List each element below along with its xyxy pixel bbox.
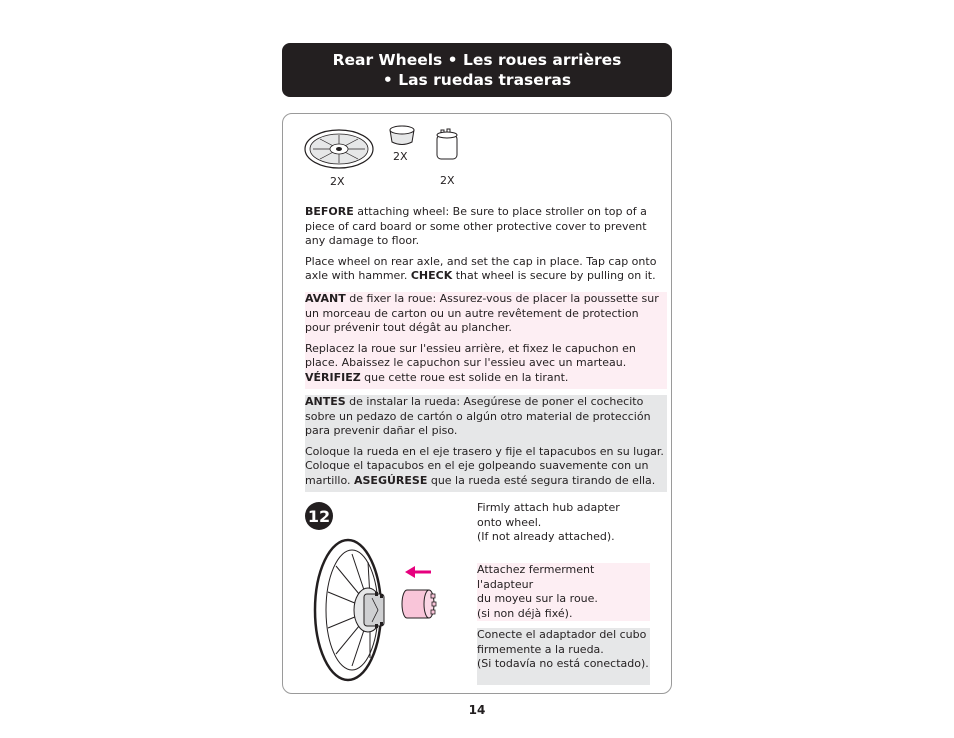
french-attach-text: Replacez la roue sur l'essieu arrière, et fixez le capuchon en place. Abaissez le capuchon sur l'essieu avec un marteau. [305,341,636,369]
french-check-text: que cette roue est solide en la tirant. [360,370,569,384]
french-attach-paragraph [305,342,667,386]
step-french-line: Attachez fermerment l'adapteur [477,563,595,591]
spanish-before-text: de instalar la rueda: Asegúrese de poner el cochecito sobre un pedazo de cartón o algún otro material de protección para prevenir dañar el piso. [305,395,651,437]
hub-cap-qty: 2X [393,150,408,163]
spanish-before-paragraph [305,395,667,439]
english-check-text: that wheel is secure by pulling on it. [452,269,656,282]
english-before-text: attaching wheel: Be sure to place stroller on top of a piece of card board or some other protective cover to prevent any damage to floor. [305,205,647,247]
step-french-text [477,563,650,621]
french-before-label: AVANT [305,292,346,305]
wheel-qty: 2X [330,175,345,188]
english-before-paragraph [305,205,667,249]
step-spanish-line: Conecte el adaptador del cubo [477,628,647,641]
step-number-badge: 12 [305,502,333,530]
french-instructions [305,292,667,389]
step-english-line: (If not already attached). [477,530,615,543]
spanish-attach-paragraph [305,445,667,489]
french-before-text: de fixer la roue: Assurez-vous de placer la poussette sur un morceau de carton ou un autre revêtement de protection pour prévenir tout dégât au plancher. [305,292,659,334]
step-french-line: du moyeu sur la roue. [477,592,598,605]
step-spanish-line: firmemente a la rueda. [477,642,604,656]
wheel-part-icon [303,127,375,171]
step-english-line: Firmly attach hub adapter [477,501,620,514]
english-instructions [305,205,667,284]
english-check-label: CHECK [410,269,453,282]
section-header [282,43,672,97]
step-french-line: (si non déjà fixé). [477,606,573,620]
step-english-line: onto wheel. [477,515,542,529]
page-number: 14 [468,703,486,717]
arrow-left-icon [405,566,431,578]
step-spanish-text [477,628,650,685]
hub-adapter-part-icon [434,127,460,163]
spanish-attach-text: Coloque la rueda en el eje trasero y fije el tapacubos en su lugar. Coloque el tapacubos en el eje golpeando suavemente con un martillo. [305,444,664,487]
hub-adapter-icon [401,586,437,622]
spanish-check-text: que la rueda esté segura tirando de ella. [427,473,656,487]
wheel-hub-assembly-illustration [308,532,468,684]
header-line-2: • Las ruedas traseras [382,71,572,89]
step-english-text [477,501,657,545]
english-before-label: BEFORE [305,205,354,218]
hub-cap-part-icon [386,120,418,148]
spanish-check-label: ASEGÚRESE [354,473,428,487]
french-before-paragraph [305,292,667,336]
english-attach-paragraph [305,255,667,284]
hub-adapter-qty: 2X [440,174,455,187]
english-attach-text: Place wheel on rear axle, and set the cap in place. Tap cap onto axle with hammer. [305,254,657,282]
spanish-instructions [305,395,667,492]
spanish-before-label: ANTES [305,395,346,408]
step-spanish-line: (Si todavía no está conectado). [477,657,649,670]
french-check-label: VÉRIFIEZ [305,370,361,384]
header-line-1: Rear Wheels • Les roues arrières [332,51,622,69]
